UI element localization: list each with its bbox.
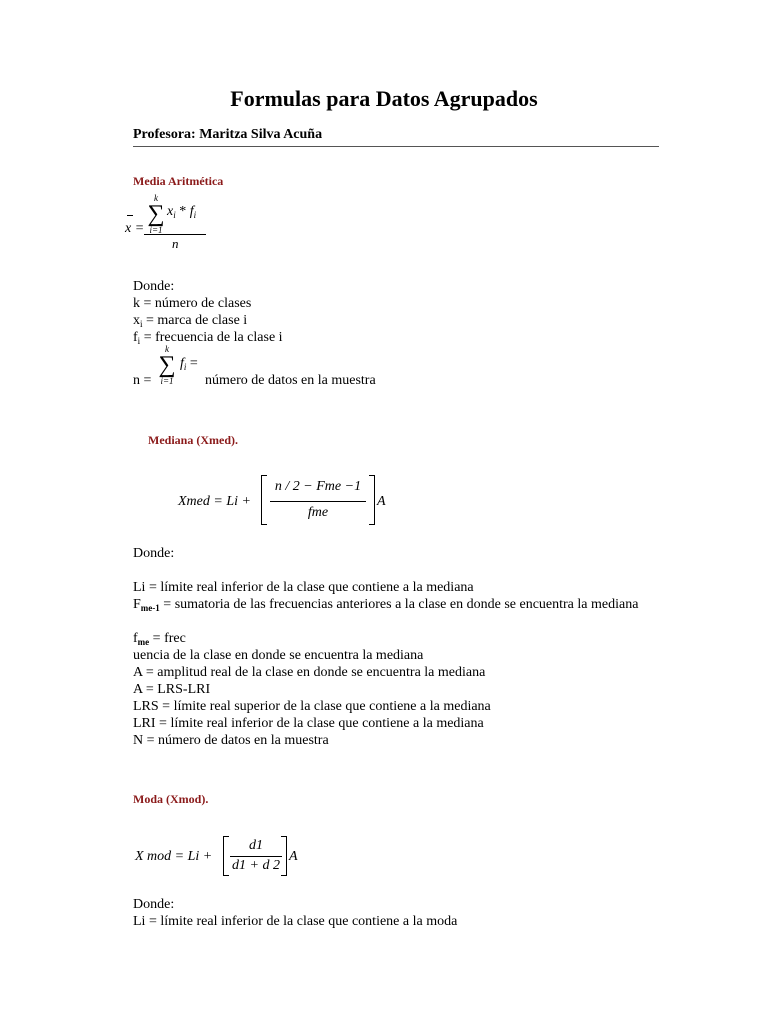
mediana-heading: Mediana (Xmed).	[148, 433, 238, 447]
moda-li: Li = límite real inferior de la clase que contiene a la moda	[133, 914, 458, 929]
sigma-glyph: ∑	[147, 201, 165, 227]
moda-numerator: d1	[249, 838, 263, 853]
sum-upper: k	[154, 193, 158, 203]
media-denominator: n	[172, 236, 179, 251]
media-formula-lhs: x =	[125, 221, 145, 236]
moda-denominator: d1 + d 2	[232, 858, 280, 873]
media-sum-symbol	[147, 193, 165, 235]
moda-right-bracket	[281, 836, 287, 876]
author-line: Profesora: Maritza Silva Acuña	[133, 127, 323, 142]
mediana-donde: Donde:	[133, 546, 175, 561]
mediana-lrs: LRS = límite real superior de la clase que contiene a la mediana	[133, 699, 491, 714]
moda-formula-rhs: A	[289, 849, 298, 864]
xbar-overline	[127, 215, 133, 216]
mediana-denominator: fme	[307, 505, 329, 520]
document-title: Formulas para Datos Agrupados	[230, 86, 538, 111]
media-numerator: $x_i * f_i$	[167, 204, 197, 220]
def-k: k = número de clases	[133, 296, 252, 311]
n-def-text: número de datos en la muestra	[205, 373, 376, 388]
header-divider	[133, 146, 659, 147]
n-def-lhs: n =	[133, 373, 152, 388]
mediana-fraction-bar	[270, 501, 366, 502]
n-sigma-glyph: ∑	[158, 352, 176, 378]
mediana-li: Li = límite real inferior de la clase que contiene a la mediana	[133, 580, 474, 595]
sum-lower: i=1	[149, 225, 163, 235]
media-donde: Donde:	[133, 279, 175, 294]
mediana-n: N = número de datos en la muestra	[133, 733, 329, 748]
mediana-fme: $f_{me}$ = frec	[133, 631, 186, 647]
n-definition	[133, 344, 433, 392]
moda-fraction-bar	[230, 856, 282, 857]
mediana-numerator: n / 2 − Fme −1	[274, 479, 362, 494]
mediana-formula-rhs: A	[377, 494, 386, 509]
mediana-left-bracket	[261, 475, 267, 525]
media-formula	[122, 193, 212, 253]
moda-formula	[135, 836, 315, 880]
mediana-a-def: A = amplitud real de la clase en donde se encuentra la mediana	[133, 665, 486, 680]
moda-donde: Donde:	[133, 897, 175, 912]
mediana-right-bracket	[369, 475, 375, 525]
mediana-formula	[178, 475, 388, 531]
def-xi: $x_i$ = marca de clase i	[133, 313, 248, 329]
mediana-fme-cont: uencia de la clase en donde se encuentra la mediana	[133, 648, 424, 663]
n-sum-symbol	[158, 344, 176, 386]
moda-formula-lhs: X mod = Li +	[135, 849, 213, 864]
n-sum-upper: k	[165, 344, 169, 354]
media-heading: Media Aritmética	[133, 174, 224, 188]
n-sum-lower: i=1	[160, 376, 174, 386]
media-fraction-bar	[144, 234, 206, 235]
mediana-formula-lhs: Xmed = Li +	[178, 494, 251, 509]
mediana-fme1: $F_{me-1}$ = sumatoria de las frecuencias anteriores a la clase en donde se encuentra la mediana	[133, 597, 639, 613]
n-def-term: $f_i$ =	[180, 356, 198, 372]
def-fi: $f_i$ = frecuencia de la clase i	[133, 330, 283, 346]
mediana-a-lrs: A = LRS-LRI	[133, 682, 211, 697]
mediana-lri: LRI = límite real inferior de la clase que contiene a la mediana	[133, 716, 484, 731]
moda-heading: Moda (Xmod).	[133, 792, 209, 806]
